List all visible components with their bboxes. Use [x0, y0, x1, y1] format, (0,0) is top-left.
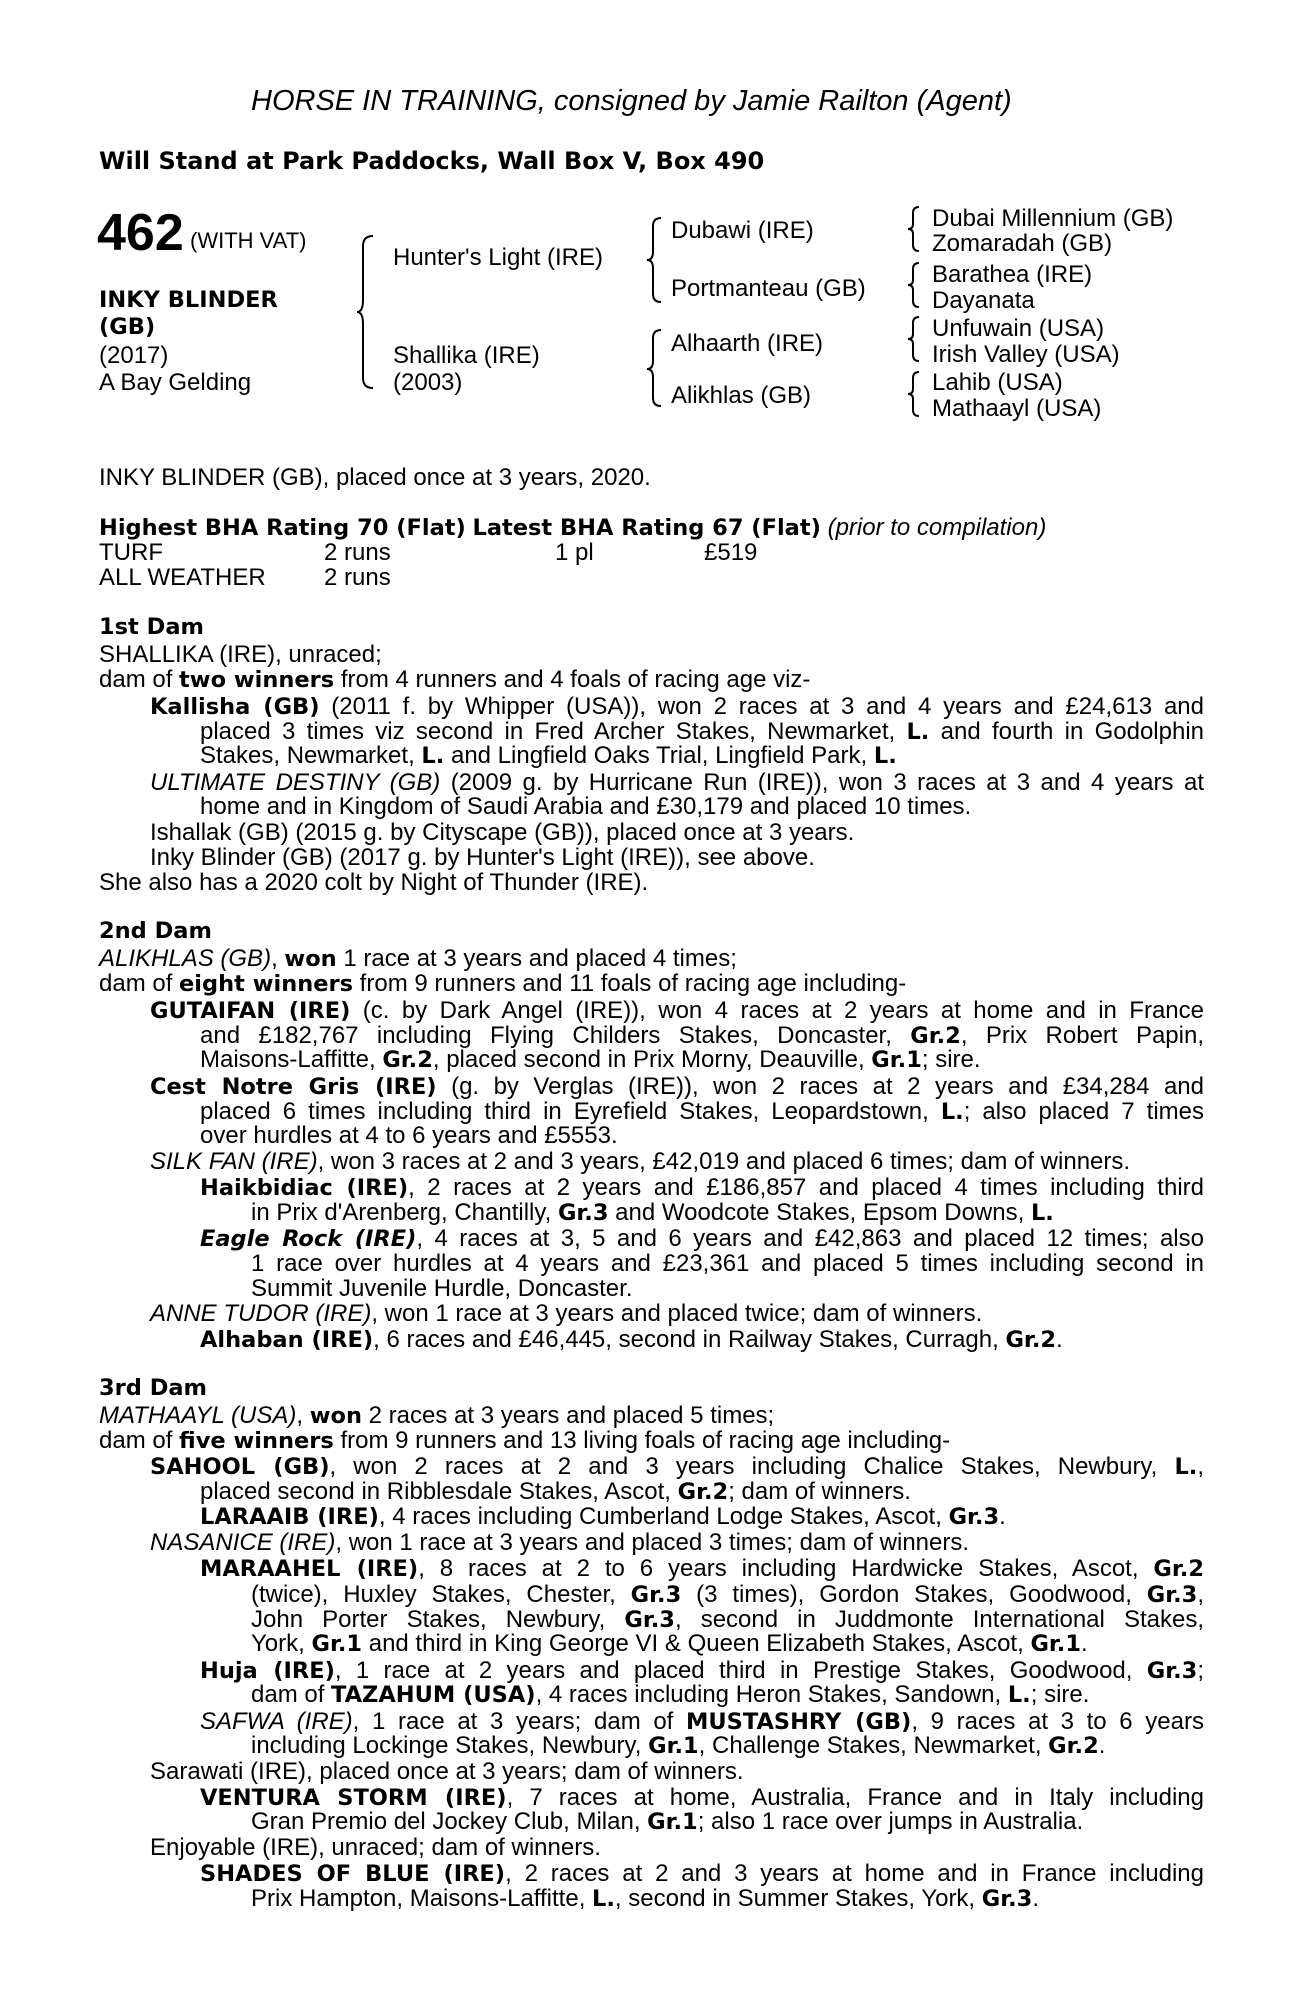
pedigree-brace-g3 [905, 314, 923, 364]
entry-ultimate-destiny-line2: home and in Kingdom of Saudi Arabia and £30,179 and placed 10 times. [200, 793, 972, 820]
entry-huja: Huja (IRE), 1 race at 2 years and placed third in Prestige Stakes, Goodwood, Gr.3; [200, 1657, 1205, 1684]
pedigree-brace-g2 [905, 260, 923, 310]
entry-gutaifan-line3: Maisons-Laffitte, Gr.2, placed second in Prix Morny, Deauville, Gr.1; sire. [200, 1046, 981, 1073]
first-dam-heading: 1st Dam [99, 614, 204, 640]
pedigree-dam-dam: Alikhlas (GB) [671, 382, 812, 409]
foaling-year: (2017) [99, 342, 169, 369]
entry-kallisha-line3: Stakes, Newmarket, L. and Lingfield Oaks Trial, Lingfield Park, L. [200, 742, 897, 769]
entry-ultimate-destiny: ULTIMATE DESTINY (GB) (2009 g. by Hurricane Run (IRE)), won 3 races at 3 and 4 years at [150, 769, 1204, 796]
pedigree-g6: Irish Valley (USA) [932, 341, 1120, 368]
first-dam-produce: dam of two winners from 4 runners and 4 foals of racing age viz- [99, 666, 811, 693]
entry-maraahel-line3: John Porter Stakes, Newbury, Gr.3, second in Juddmonte International Stakes, [251, 1606, 1204, 1633]
entry-safwa-line2: including Lockinge Stakes, Newbury, Gr.1, Challenge Stakes, Newmarket, Gr.2. [251, 1732, 1106, 1759]
entry-gutaifan-line2: and £182,767 including Flying Childers Stakes, Doncaster, Gr.2, Prix Robert Papin, [200, 1022, 1204, 1049]
entry-maraahel-line4: York, Gr.1 and third in King George VI & Queen Elizabeth Stakes, Ascot, Gr.1. [251, 1630, 1088, 1657]
pedigree-dam-sire: Alhaarth (IRE) [671, 330, 824, 357]
rating-highest: Highest BHA Rating 70 (Flat) [99, 515, 466, 541]
page-title: HORSE IN TRAINING, consigned by Jamie Railton (Agent) [251, 85, 1012, 117]
entry-shades-of-blue-line2: Prix Hampton, Maisons-Laffitte, L., second in Summer Stakes, York, Gr.3. [251, 1885, 1039, 1912]
pedigree-dam: Shallika (IRE) [393, 342, 540, 369]
entry-safwa: SAFWA (IRE), 1 race at 3 years; dam of MUSTASHRY (GB), 9 races at 3 to 6 years [200, 1708, 1204, 1735]
turf-placed: 1 pl [555, 539, 594, 566]
aw-runs: 2 runs [324, 564, 391, 591]
pedigree-g2: Zomaradah (GB) [932, 230, 1113, 257]
vat-note: (WITH VAT) [190, 228, 307, 253]
entry-colt-note: She also has a 2020 colt by Night of Thunder (IRE). [99, 869, 649, 896]
pedigree-sire: Hunter's Light (IRE) [393, 244, 603, 271]
entry-shades-of-blue: SHADES OF BLUE (IRE), 2 races at 2 and 3 years at home and in France including [200, 1860, 1205, 1887]
entry-kallisha: Kallisha (GB) (2011 f. by Whipper (USA)), won 2 races at 3 and 4 years and £24,613 and [150, 693, 1204, 720]
third-dam-heading: 3rd Dam [99, 1375, 207, 1401]
third-dam-name: MATHAAYL (USA), won 2 races at 3 years and placed 5 times; [99, 1402, 775, 1429]
entry-cest-notre-gris-line2: placed 6 times including third in Eyrefield Stakes, Leopardstown, L.; also placed 7 times [200, 1098, 1204, 1125]
entry-silk-fan: SILK FAN (IRE), won 3 races at 2 and 3 years, £42,019 and placed 6 times; dam of winners. [150, 1148, 1131, 1175]
entry-ventura-storm-line2: Gran Premio del Jockey Club, Milan, Gr.1; also 1 race over jumps in Australia. [251, 1808, 1084, 1835]
horse-country: (GB) [99, 314, 156, 340]
entry-gutaifan: GUTAIFAN (IRE) (c. by Dark Angel (IRE)), won 4 races at 2 years at home and in France [150, 997, 1204, 1024]
entry-haikbidiac: Haikbidiac (IRE), 2 races at 2 years and £186,857 and placed 4 times including third [200, 1174, 1204, 1201]
turf-label: TURF [99, 539, 163, 566]
entry-inky-blinder: Inky Blinder (GB) (2017 g. by Hunter's Light (IRE)), see above. [150, 844, 815, 871]
pedigree-g8: Mathaayl (USA) [932, 395, 1102, 422]
horse-description: A Bay Gelding [99, 369, 252, 396]
stand-location: Will Stand at Park Paddocks, Wall Box V, Box 490 [99, 147, 765, 175]
entry-kallisha-line2: placed 3 times viz second in Fred Archer Stakes, Newmarket, L. and fourth in Godolphin [200, 718, 1204, 745]
turf-earnings: £519 [704, 539, 758, 566]
entry-haikbidiac-line2: in Prix d'Arenberg, Chantilly, Gr.3 and Woodcote Stakes, Epsom Downs, L. [251, 1199, 1054, 1226]
pedigree-sire-dam: Portmanteau (GB) [671, 275, 866, 302]
pedigree-g4: Dayanata [932, 287, 1035, 314]
pedigree-g5: Unfuwain (USA) [932, 315, 1105, 342]
pedigree-g3: Barathea (IRE) [932, 261, 1093, 288]
pedigree-brace-sire [645, 214, 665, 304]
entry-huja-line2: dam of TAZAHUM (USA), 4 races including Heron Stakes, Sandown, L.; sire. [251, 1681, 1090, 1708]
race-summary: INKY BLINDER (GB), placed once at 3 years, 2020. [99, 464, 651, 491]
entry-maraahel: MARAAHEL (IRE), 8 races at 2 to 6 years including Hardwicke Stakes, Ascot, Gr.2 [200, 1555, 1204, 1582]
pedigree-brace-main [355, 232, 379, 392]
entry-eagle-rock-line3: Summit Juvenile Hurdle, Doncaster. [251, 1275, 633, 1302]
horse-name: INKY BLINDER [99, 287, 278, 313]
pedigree-g1: Dubai Millennium (GB) [932, 205, 1174, 232]
lot-number: 462 [97, 204, 184, 262]
entry-ventura-storm: VENTURA STORM (IRE), 7 races at home, Australia, France and in Italy including [200, 1784, 1204, 1811]
entry-eagle-rock: Eagle Rock (IRE), 4 races at 3, 5 and 6 years and £42,863 and placed 12 times; also [200, 1225, 1204, 1252]
entry-laraaib: LARAAIB (IRE), 4 races including Cumberland Lodge Stakes, Ascot, Gr.3. [200, 1503, 1006, 1530]
pedigree-brace-g1 [905, 204, 923, 254]
second-dam-produce: dam of eight winners from 9 runners and 11 foals of racing age including- [99, 970, 907, 997]
pedigree-brace-dam [645, 326, 665, 410]
aw-label: ALL WEATHER [99, 564, 266, 591]
rating-note: (prior to compilation) [827, 514, 1047, 541]
pedigree-brace-g4 [905, 369, 923, 419]
first-dam-name: SHALLIKA (IRE), unraced; [99, 641, 382, 668]
second-dam-name: ALIKHLAS (GB), won 1 race at 3 years and placed 4 times; [99, 945, 737, 972]
pedigree-sire-sire: Dubawi (IRE) [671, 217, 814, 244]
entry-sahool: SAHOOL (GB), won 2 races at 2 and 3 years including Chalice Stakes, Newbury, L., [150, 1453, 1204, 1480]
entry-cest-notre-gris: Cest Notre Gris (IRE) (g. by Verglas (IRE)), won 2 races at 2 years and £34,284 and [150, 1073, 1204, 1100]
rating-latest: Latest BHA Rating 67 (Flat) [472, 515, 821, 541]
entry-sarawati: Sarawati (IRE), placed once at 3 years; dam of winners. [150, 1758, 744, 1785]
rating-line [99, 515, 1046, 541]
entry-maraahel-line2: (twice), Huxley Stakes, Chester, Gr.3 (3 times), Gordon Stakes, Goodwood, Gr.3, [251, 1581, 1204, 1608]
pedigree-g7: Lahib (USA) [932, 369, 1063, 396]
pedigree-dam-year: (2003) [393, 369, 463, 396]
entry-alhaban: Alhaban (IRE), 6 races and £46,445, second in Railway Stakes, Curragh, Gr.2. [200, 1326, 1063, 1353]
third-dam-produce: dam of five winners from 9 runners and 13 living foals of racing age including- [99, 1427, 951, 1454]
entry-cest-notre-gris-line3: over hurdles at 4 to 6 years and £5553. [200, 1122, 618, 1149]
entry-sahool-line2: placed second in Ribblesdale Stakes, Ascot, Gr.2; dam of winners. [200, 1478, 911, 1505]
second-dam-heading: 2nd Dam [99, 918, 212, 944]
entry-ishallak: Ishallak (GB) (2015 g. by Cityscape (GB)), placed once at 3 years. [150, 819, 855, 846]
turf-runs: 2 runs [324, 539, 391, 566]
entry-nasanice: NASANICE (IRE), won 1 race at 3 years and placed 3 times; dam of winners. [150, 1529, 970, 1556]
entry-enjoyable: Enjoyable (IRE), unraced; dam of winners. [150, 1834, 601, 1861]
entry-eagle-rock-line2: 1 race over hurdles at 4 years and £23,361 and placed 5 times including second in [251, 1250, 1204, 1277]
entry-anne-tudor: ANNE TUDOR (IRE), won 1 race at 3 years and placed twice; dam of winners. [150, 1300, 983, 1327]
